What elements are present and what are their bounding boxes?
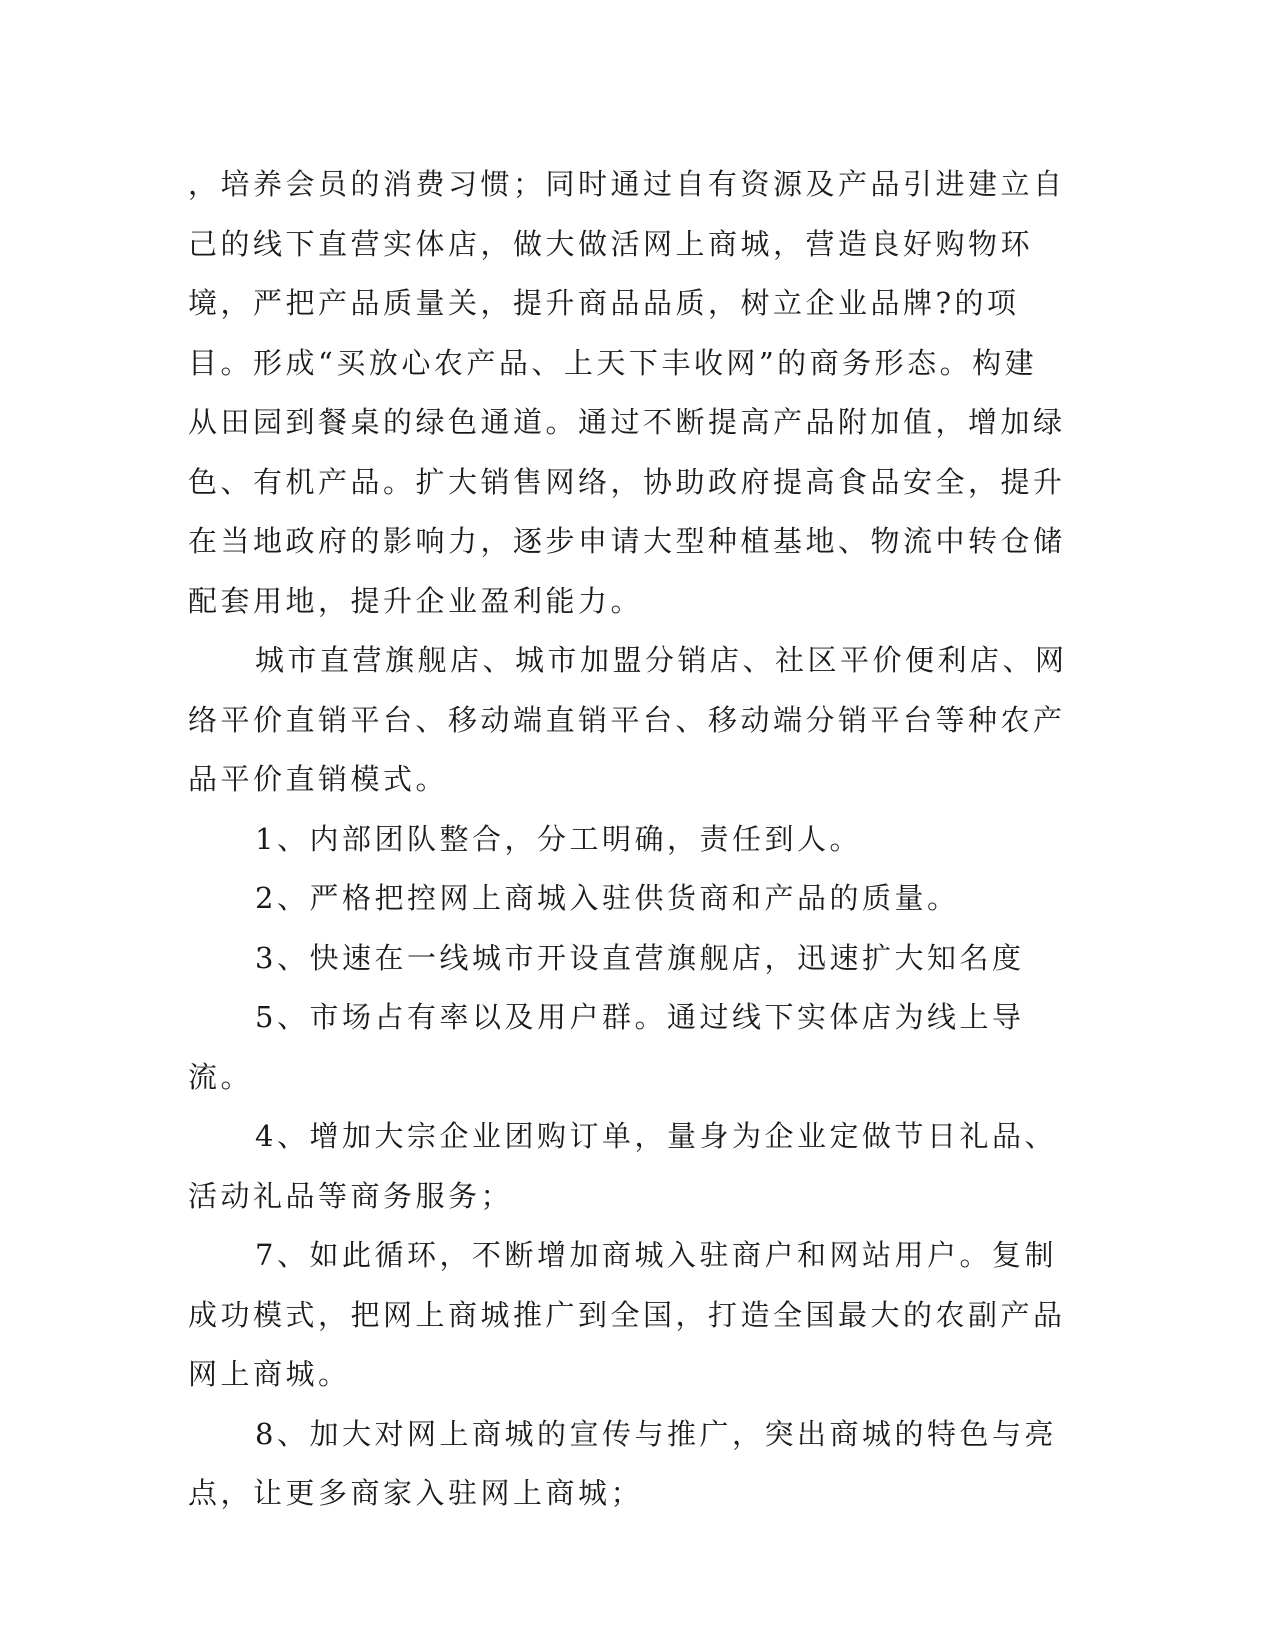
list-item-3: 3、快速在一线城市开设直营旗舰店，迅速扩大知名度 — [255, 940, 1025, 975]
list-item-8: 8、加大对网上商城的宣传与推广，突出商城的特色与亮点，让更多商家入驻网上商城； — [188, 1416, 1057, 1510]
list-item-5: 5、市场占有率以及用户群。通过线下实体店为线上导流。 — [188, 1000, 1025, 1094]
paragraph-1: ，培养会员的消费习惯；同时通过自有资源及产品引进建立自己的线下直营实体店，做大做活网上商城，营造良好购物环境，严把产品质量关，提升商品品质，树立企业品牌?的项目。形成“买放心农产品、上天下丰收网”的商务形态。构建从田园到餐桌的绿色通道。通过不断提高产品附加值，增加绿色、有机产品。扩大销售网络，协助政府提高食品安全，提升在当地政府的影响力，逐步申请大型种植基地、物流中转仓储配套用地，提升企业盈利能力。 — [188, 167, 1066, 618]
list-item-2: 2、严格把控网上商城入驻供货商和产品的质量。 — [255, 881, 960, 915]
paragraph-2: 城市直营旗舰店、城市加盟分销店、社区平价便利店、网络平价直销平台、移动端直销平台、移动端分销平台等种农产品平价直销模式。 — [188, 643, 1068, 796]
document-body — [188, 155, 1068, 1524]
list-item-7: 7、如此循环，不断增加商城入驻商户和网站用户。复制成功模式，把网上商城推广到全国，打造全国最大的农副产品网上商城。 — [188, 1238, 1066, 1391]
list-item-1: 1、内部团队整合，分工明确，责任到人。 — [255, 821, 862, 856]
list-item-4: 4、增加大宗企业团购订单，量身为企业定做节日礼品、活动礼品等商务服务； — [188, 1119, 1057, 1213]
